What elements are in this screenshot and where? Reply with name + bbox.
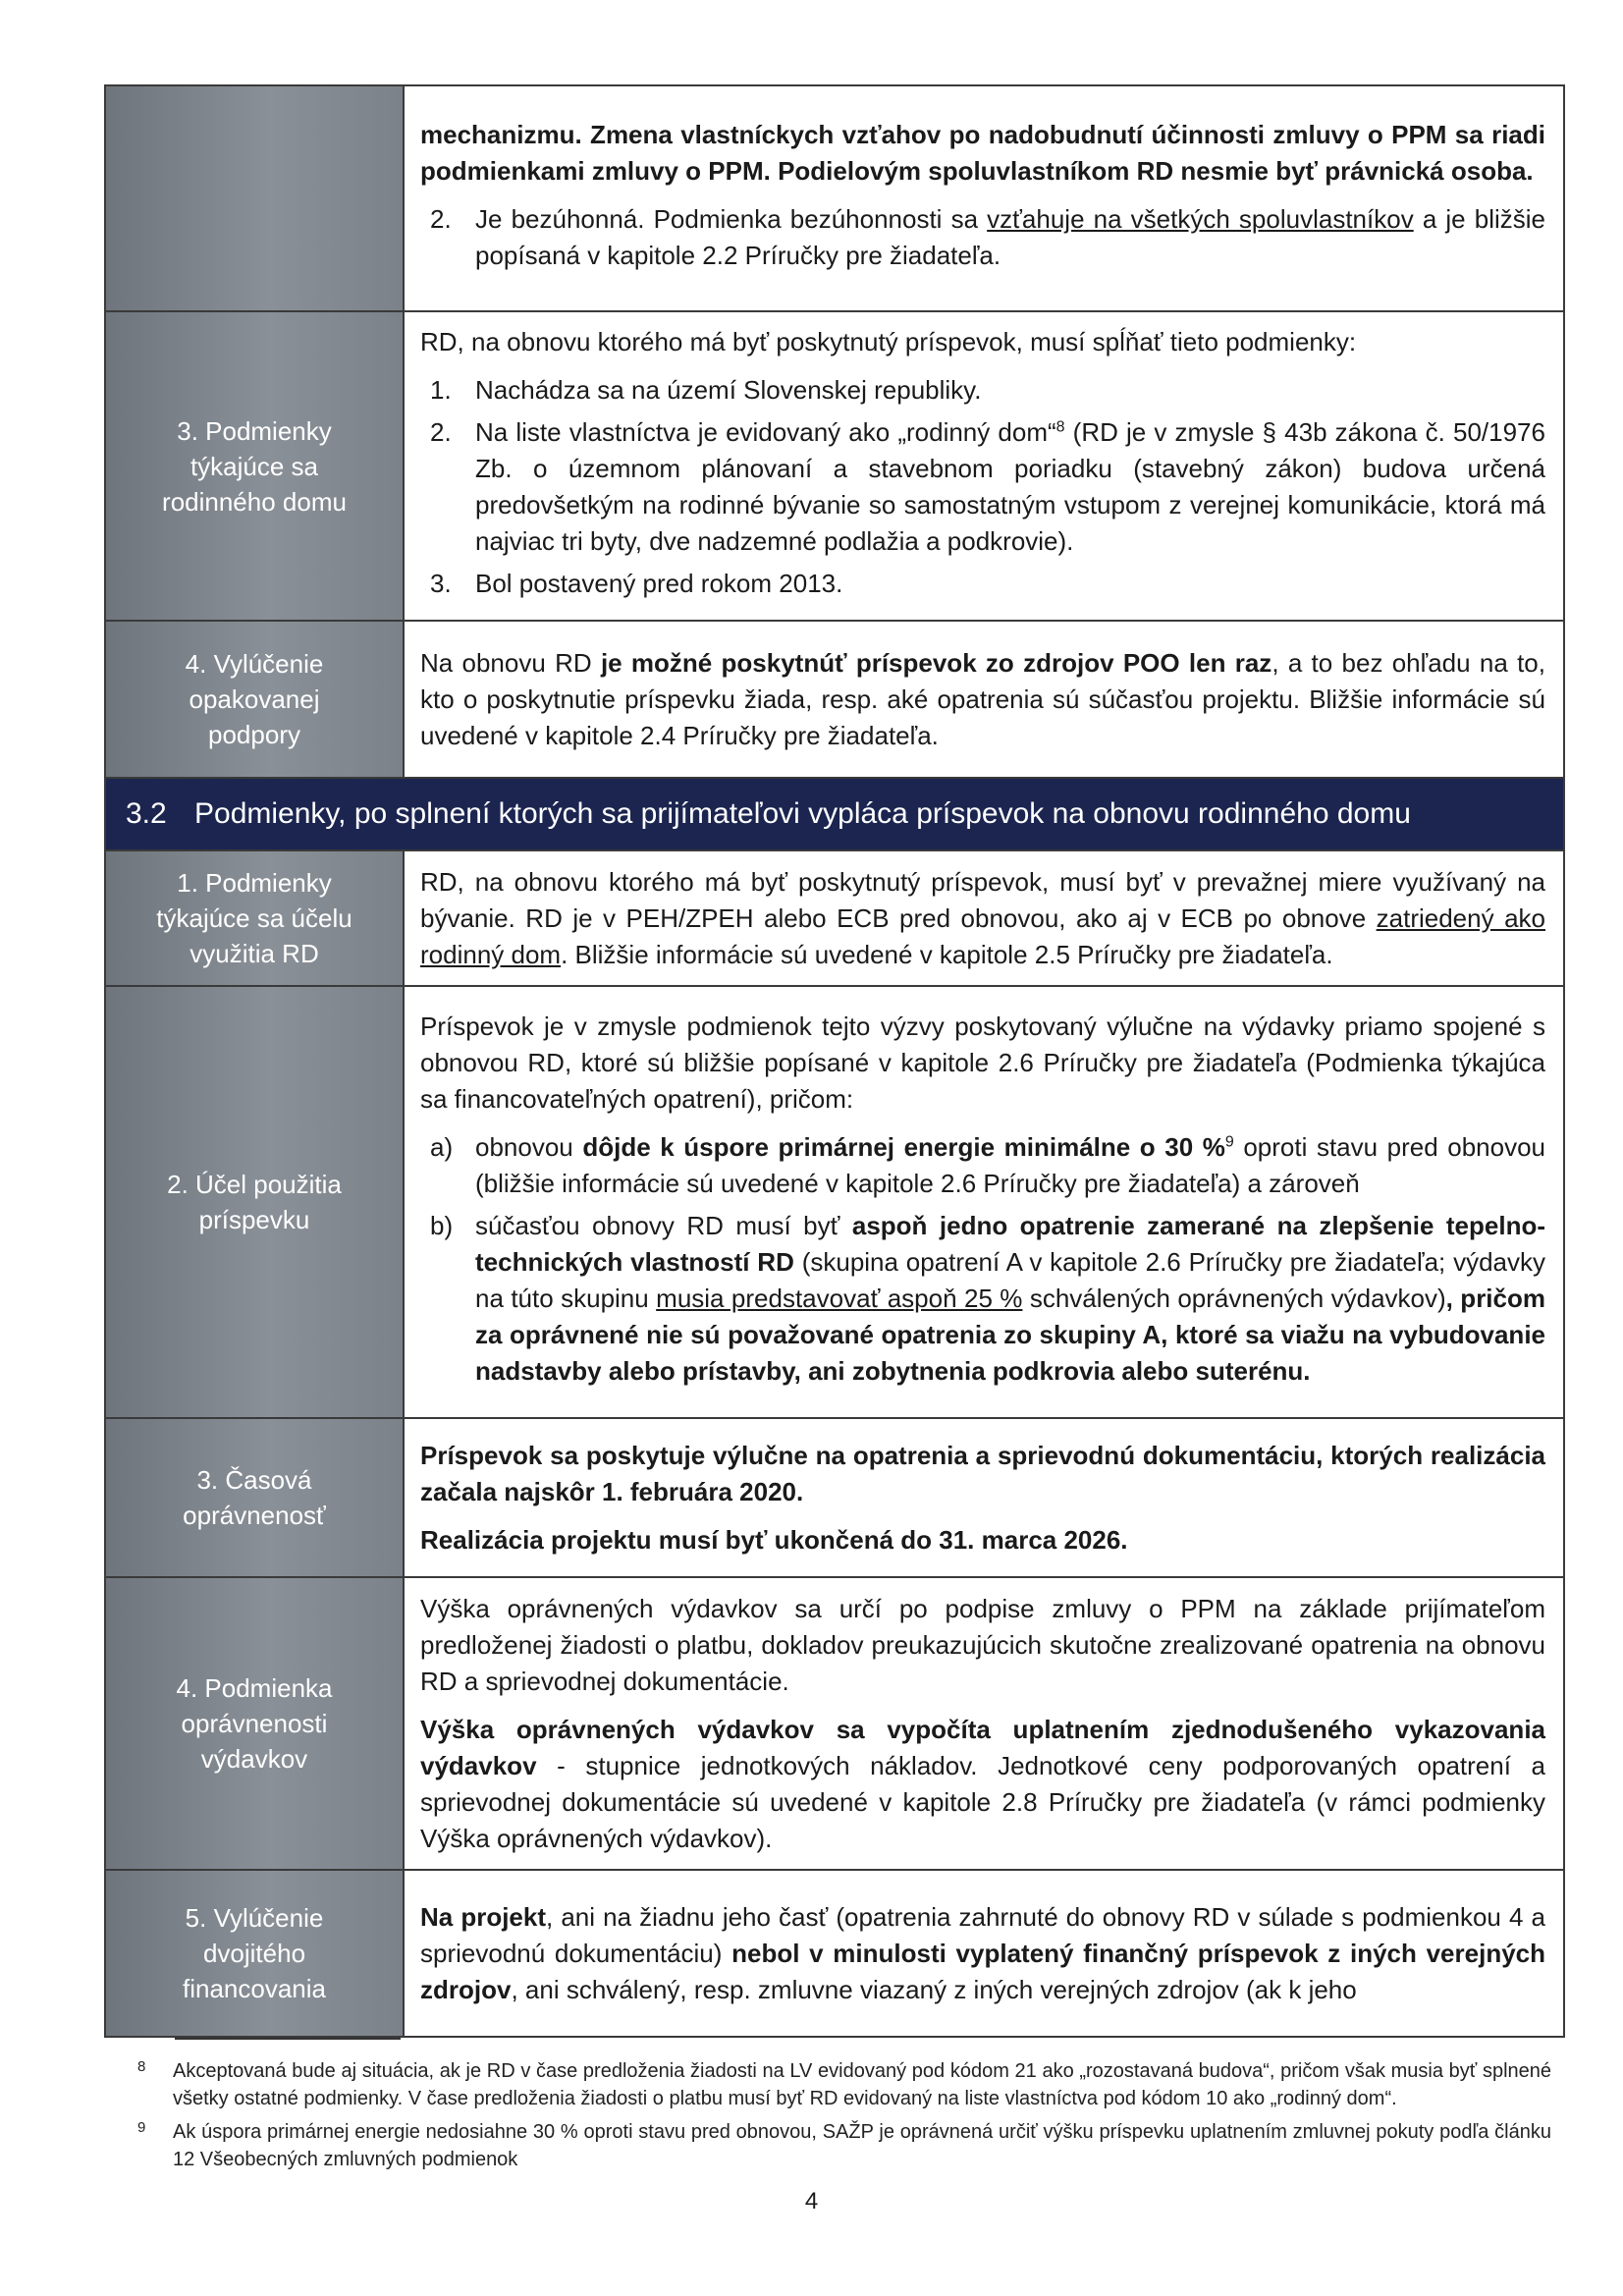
condition-row <box>105 311 1564 621</box>
condition-text <box>404 850 1564 986</box>
section-header <box>105 778 1564 850</box>
condition-row <box>105 850 1564 986</box>
condition-label <box>105 1870 404 2037</box>
condition-label-line: týkajúce sa účelu <box>156 903 352 933</box>
condition-paragraph: RD, na obnovu ktorého má byť poskytnutý príspevok, musí spĺňať tieto podmienky: <box>420 327 1357 356</box>
condition-label <box>105 621 404 778</box>
condition-list <box>420 1129 1545 1390</box>
condition-label-line: 1. Podmienky <box>177 868 332 898</box>
list-item-marker: 1. <box>430 375 452 405</box>
list-item-text: Na liste vlastníctva je evidovaný ako „rodinný dom“$^8$ (RD je v zmysle § 43b zákona č. 50/1976 Zb. o územnom plánovaní a stavebnom poriadku (stavebný zákon) budova určená predovšetkým na rodinné bývanie so samostatným vstupom z verejnej komunikácie, ktorá má najviac tri byty, dve nadzemné podlažia a podkrovie). <box>475 417 1545 556</box>
footnote-number: 8 <box>137 2058 146 2075</box>
condition-list-item <box>420 414 1545 560</box>
condition-row <box>105 1577 1564 1870</box>
condition-paragraph: Príspevok sa poskytuje výlučne na opatrenia a sprievodnú dokumentáciu, ktorých realizácia začala najskôr 1. februára 2020. <box>420 1440 1545 1506</box>
condition-row <box>105 85 1564 311</box>
condition-paragraph: Realizácia projektu musí byť ukončená do 31. marca 2026. <box>420 1524 1128 1555</box>
condition-list-item <box>420 1129 1545 1202</box>
condition-list-item <box>420 372 1545 409</box>
condition-text <box>404 85 1564 311</box>
condition-paragraph: Príspevok je v zmysle podmienok tejto výzvy poskytovaný výlučne na výdavky priamo spojené s obnovou RD, ktoré sú bližšie popísané v kapitole 2.6 Príručky pre žiadateľa (Podmienka týkajúca sa financovateľných opatrení), pričom: <box>420 1011 1545 1114</box>
condition-label-line: využitia RD <box>189 939 319 968</box>
condition-label <box>105 1577 404 1870</box>
condition-label-line: podpory <box>208 720 300 749</box>
condition-label-line: opakovanej <box>189 684 320 714</box>
condition-label-line: 5. Vylúčenie <box>185 1903 324 1933</box>
section-title: Podmienky, po splnení ktorých sa prijímateľovi vypláca príspevok na obnovu rodinného domu <box>194 797 1411 830</box>
condition-paragraph: mechanizmu. Zmena vlastníckych vzťahov po nadobudnutí účinnosti zmluvy o PPM sa riadi podmienkami zmluvy o PPM. Podielovým spoluvlastníkom RD nesmie byť právnická osoba. <box>420 120 1545 186</box>
condition-row <box>105 621 1564 778</box>
condition-label-line: financovania <box>183 1974 326 2003</box>
condition-label <box>105 1418 404 1577</box>
condition-paragraph: Výška oprávnených výdavkov sa vypočíta uplatnením zjednodušeného vykazovania výdavkov - stupnice jednotkových nákladov. Jednotkové ceny podporovaných opatrení a sprievodnej dokumentácie sú uvedené v kapitole 2.8 Príručky pre žiadateľa (v rámci podmienky Výška oprávnených výdavkov). <box>420 1714 1545 1853</box>
condition-label-line: príspevku <box>198 1205 310 1234</box>
condition-label-line: 3. Časová <box>196 1465 312 1495</box>
condition-label <box>105 311 404 621</box>
section-number: 3.2 <box>126 797 167 830</box>
condition-label-line: 2. Účel použitia <box>167 1170 342 1199</box>
list-item-text: súčasťou obnovy RD musí byť aspoň jedno opatrenie zamerané na zlepšenie tepelno-technických vlastností RD (skupina opatrení A v kapitole 2.6 Príručky pre žiadateľa; výdavky na túto skupinu musia predstavovať aspoň 25 % schválených oprávnených výdavkov), pričom za oprávnené nie sú považované opatrenia zo skupiny A, ktoré sa viažu na vybudovanie nadstavby alebo prístavby, ani zobytnenia podkrovia alebo suterénu. <box>475 1211 1546 1386</box>
condition-list-item <box>420 1208 1545 1390</box>
condition-text <box>404 1418 1564 1577</box>
condition-label <box>105 986 404 1418</box>
condition-paragraph: Na projekt, ani na žiadnu jeho časť (opatrenia zahrnuté do obnovy RD v súlade s podmienkou 4 a sprievodnú dokumentáciu) nebol v minulosti vyplatený finančný príspevok z iných verejných zdrojov, ani schválený, resp. zmluvne viazaný z iných verejných zdrojov (ak k jeho <box>420 1901 1545 2004</box>
section-header-cell <box>105 778 1564 850</box>
footnote <box>137 2057 1551 2112</box>
footnote <box>137 2118 1551 2173</box>
condition-label-line: rodinného domu <box>162 486 347 517</box>
list-item-marker: b) <box>430 1211 454 1240</box>
condition-label-line: dvojitého <box>202 1939 306 1968</box>
condition-row <box>105 986 1564 1418</box>
condition-row <box>105 1870 1564 2037</box>
footnote-text: Ak úspora primárnej energie nedosiahne 30 % oproti stavu pred obnovou, SAŽP je oprávnená určiť výšku príspevku uplatnením zmluvnej pokuty podľa článku 12 Všeobecných zmluvných podmienok <box>173 2121 1551 2170</box>
condition-list <box>420 372 1545 602</box>
condition-label-line: 4. Vylúčenie <box>185 649 324 679</box>
condition-text <box>404 311 1564 621</box>
condition-paragraph: Na obnovu RD je možné poskytnúť príspevok zo zdrojov POO len raz, a to bez ohľadu na to, kto o poskytnutie príspevku žiada, resp. aké opatrenia sú súčasťou projektu. Bližšie informácie sú uvedené v kapitole 2.4 Príručky pre žiadateľa. <box>420 647 1545 750</box>
condition-label-line: týkajúce sa <box>189 451 319 481</box>
condition-text <box>404 1577 1564 1870</box>
condition-paragraph: RD, na obnovu ktorého má byť poskytnutý príspevok, musí byť v prevažnej miere využívaný na bývanie. RD je v PEH/ZPEH alebo ECB pred obnovou, ako aj v ECB po obnove zatriedený ako rodinný dom. Bližšie informácie sú uvedené v kapitole 2.5 Príručky pre žiadateľa. <box>420 866 1545 969</box>
page-number: 4 <box>804 2188 819 2214</box>
condition-text <box>404 986 1564 1418</box>
condition-list <box>420 201 1545 274</box>
list-item-marker: a) <box>430 1132 454 1162</box>
footnote-number: 9 <box>137 2119 146 2136</box>
condition-text <box>404 1870 1564 2037</box>
condition-label-line: oprávnenosť <box>183 1501 326 1530</box>
condition-label <box>105 850 404 986</box>
footnote-text: Akceptovaná bude aj situácia, ak je RD v čase predloženia žiadosti na LV evidovaný pod kódom 21 ako „rozostavaná budova“, pričom však musia byť splnené všetky ostatné podmienky. V čase predloženia žiadosti o platbu musí byť RD evidovaný na liste vlastníctva pod kódom 10 ako „rodinný dom“. <box>173 2060 1551 2109</box>
document-page <box>104 84 1565 2038</box>
list-item-marker: 2. <box>430 417 452 447</box>
condition-label-line: 3. Podmienky <box>177 415 332 446</box>
footnotes <box>137 2057 1551 2179</box>
condition-label <box>105 85 404 311</box>
condition-paragraph: Výška oprávnených výdavkov sa určí po podpise zmluvy o PPM na základe prijímateľom predloženej žiadosti o platbu, dokladov preukazujúcich skutočne zrealizované opatrenia na obnovu RD a sprievodnej dokumentácie. <box>420 1593 1545 1696</box>
condition-row <box>105 1418 1564 1577</box>
condition-label-line: výdavkov <box>200 1744 308 1774</box>
condition-label-line: 4. Podmienka <box>176 1673 333 1703</box>
condition-text <box>404 621 1564 778</box>
list-item-text: obnovou dôjde k úspore primárnej energie minimálne o 30 %$^9$ oproti stavu pred obnovou (bližšie informácie sú uvedené v kapitole 2.6 Príručky pre žiadateľa) a zároveň <box>475 1132 1546 1198</box>
conditions-table <box>104 84 1565 2038</box>
list-item-text: Nachádza sa na území Slovenskej republiky. <box>475 375 982 405</box>
list-item-text: Bol postavený pred rokom 2013. <box>475 569 843 598</box>
list-item-marker: 3. <box>430 569 452 598</box>
condition-label-line: oprávnenosti <box>181 1709 328 1738</box>
list-item-marker: 2. <box>430 204 452 234</box>
condition-list-item <box>420 201 1545 274</box>
condition-list-item <box>420 566 1545 602</box>
list-item-text: Je bezúhonná. Podmienka bezúhonnosti sa vzťahuje na všetkých spoluvlastníkov a je bližšie popísaná v kapitole 2.2 Príručky pre žiadateľa. <box>475 204 1545 270</box>
footnote-rule <box>175 2038 401 2040</box>
